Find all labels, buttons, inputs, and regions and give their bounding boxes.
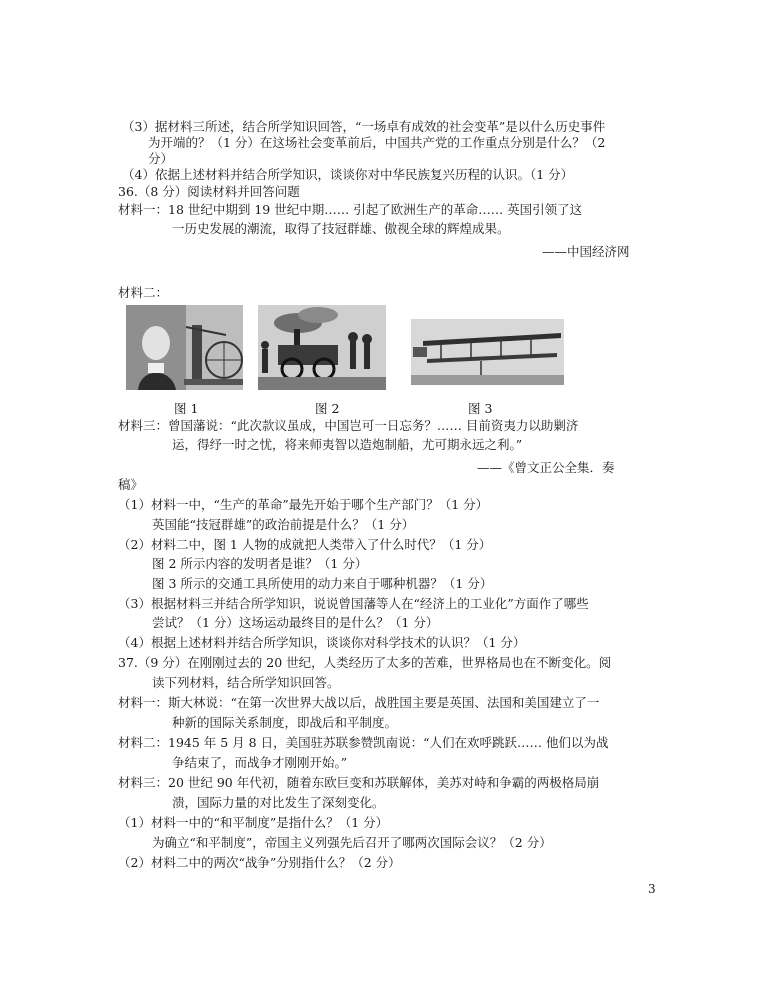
biplane-image: [411, 319, 564, 385]
portrait-with-steam-engine-image: [126, 305, 243, 390]
q37-material2-line1: 材料二：1945 年 5 月 8 日，美国驻苏联参赞凯南说：“人们在欢呼跳跃…… 他们以为战: [118, 735, 609, 750]
q37-material3-line2: 溃，国际力量的对比发生了深刻变化。: [172, 795, 385, 810]
q37-1-line2: 为确立“和平制度”，帝国主义列强先后召开了哪两次国际会议？（2 分）: [152, 835, 552, 850]
q36-material1-line2: 一历史发展的潮流，取得了技冠群雄、傲视全球的辉煌成果。: [172, 221, 510, 236]
figure-1-caption: 图 1: [174, 401, 199, 416]
q36-material1-line1: 材料一：18 世纪中期到 19 世纪中期…… 引起了欧洲生产的革命…… 英国引领了这: [118, 202, 583, 217]
steam-locomotive-image: [258, 305, 386, 390]
q36-2-line3: 图 3 所示的交通工具所使用的动力来自于哪种机器？（1 分）: [152, 576, 493, 591]
q36-material2-label: 材料二：: [118, 285, 169, 300]
q37-material1-line2: 种新的国际关系制度，即战后和平制度。: [172, 715, 398, 730]
q37-1-line1: （1）材料一中的“和平制度”是指什么？（1 分）: [118, 815, 389, 830]
q35-3-line3: 分）: [148, 151, 174, 166]
q35-4: （4）依据上述材料并结合所学知识，谈谈你对中华民族复兴历程的认识。（1 分）: [122, 167, 574, 182]
q36-2-line2: 图 2 所示内容的发明者是谁？（1 分）: [152, 556, 368, 571]
figure-3: [411, 319, 564, 385]
q36-material3-line2: 运，得纾一时之忧，将来师夷智以造炮制船，尤可期永远之利。”: [172, 437, 523, 452]
q36-3-line2: 尝试？（1 分）这场运动最终目的是什么？（1 分）: [152, 615, 439, 630]
q37-heading-line1: 37.（9 分）在刚刚过去的 20 世纪，人类经历了太多的苦难，世界格局也在不断变化。阅: [118, 655, 612, 670]
figure-2: [258, 305, 386, 390]
q36-heading: 36.（8 分）阅读材料并回答问题: [118, 184, 300, 199]
q36-material3-line1: 材料三：曾国藩说：“此次款议虽成，中国岂可一日忘务？…… 目前资夷力以助剿济: [118, 418, 579, 433]
q37-material2-line2: 争结束了，而战争才刚刚开始。”: [172, 755, 348, 770]
q37-material1-line1: 材料一：斯大林说：“在第一次世界大战以后，战胜国主要是英国、法国和美国建立了一: [118, 695, 600, 710]
q35-3-line1: （3）据材料三所述，结合所学知识回答，“一场卓有成效的社会变革”是以什么历史事件: [122, 119, 606, 134]
q36-2-line1: （2）材料二中，图 1 人物的成就把人类带入了什么时代？（1 分）: [118, 537, 492, 552]
q36-1-line1: （1）材料一中，“生产的革命”最先开始于哪个生产部门？（1 分）: [118, 497, 489, 512]
figure-2-caption: 图 2: [315, 401, 340, 416]
q36-4: （4）根据上述材料并结合所学知识，谈谈你对科学技术的认识？（1 分）: [118, 635, 526, 650]
q36-material3-source-cont: 稿》: [118, 477, 144, 492]
q36-1-line2: 英国能“技冠群雄”的政治前提是什么？（1 分）: [152, 517, 415, 532]
q36-3-line1: （3）根据材料三并结合所学知识，说说曾国藩等人在“经济上的工业化”方面作了哪些: [118, 596, 589, 611]
q37-2: （2）材料二中的两次“战争”分别指什么？（2 分）: [118, 855, 401, 870]
q36-material3-source: ——《曾文正公全集．奏: [477, 460, 615, 475]
figure-3-caption: 图 3: [468, 401, 493, 416]
q37-material3-line1: 材料三：20 世纪 90 年代初，随着东欧巨变和苏联解体，美苏对峙和争霸的两极格局崩: [118, 775, 600, 790]
q36-material1-source: ——中国经济网: [542, 244, 630, 259]
page-number: 3: [648, 882, 656, 896]
q37-heading-line2: 读下列材料，结合所学知识回答。: [152, 675, 340, 690]
figure-1: [126, 305, 243, 390]
q35-3-line2: 为开端的？（1 分）在这场社会变革前后，中国共产党的工作重点分别是什么？（2: [148, 135, 606, 150]
